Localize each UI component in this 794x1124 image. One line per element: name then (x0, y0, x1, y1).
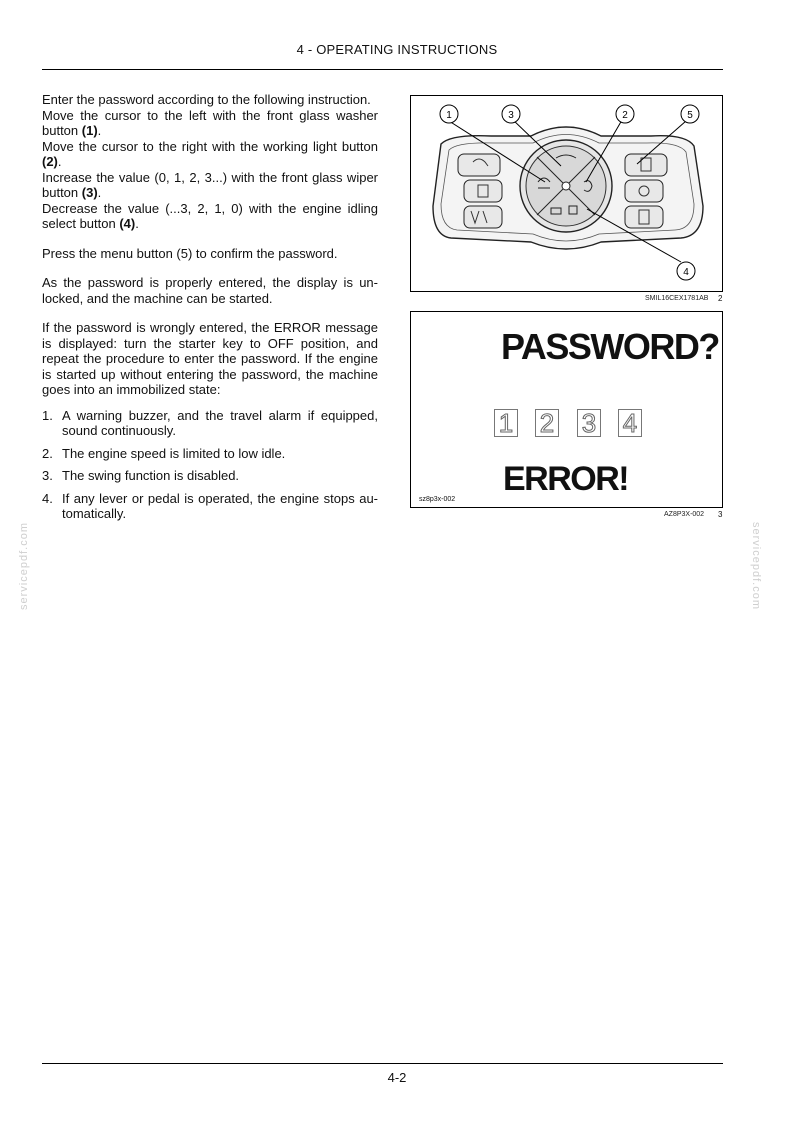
digit-3: 3 (577, 409, 601, 437)
callout-5: 5 (687, 110, 693, 121)
page-header: 4 - OPERATING INSTRUCTIONS (296, 42, 498, 57)
figure-2-caption: SMIL16CEX1781AB (645, 295, 709, 302)
unlocked-paragraph: As the password is properly entered, the display is un-locked, and the machine can be started. (42, 275, 378, 306)
confirm-paragraph: Press the menu button (5) to confirm the password. (42, 245, 338, 261)
digit-1: 1 (494, 409, 518, 437)
list-item: 3. The swing function is disabled. (42, 468, 240, 483)
header-rule (42, 69, 723, 70)
figure-3-caption: AZ8P3X-002 (664, 511, 705, 518)
text-column (42, 92, 378, 529)
list-item: 2. The engine speed is limited to low idle. (42, 445, 286, 461)
error-paragraph: If the password is wrongly entered, the ERROR message is displayed: turn the starter key to OFF position, and repeat the procedure to enter the password. If the engine is started up without entering the password, the machine goes into an immobilized state: (42, 320, 378, 397)
list-item: 1. A warning buzzer, and the travel alarm if equipped, sound continuously. (42, 407, 378, 438)
intro-paragraph: Enter the password according to the following instruction. Move the cursor to the left with the front glass washer button (1). Move the cursor to the right with the working light button (2). Increase the value (0, 1, 2, 3...) with the front glass wiper button (3). Decrease the value (...3, 2, 1, 0) with the engine idling select button (4). (42, 92, 378, 231)
callout-1: 1 (446, 110, 452, 121)
watermark-left: servicepdf.com (17, 522, 30, 610)
error-message: ERROR! (503, 460, 629, 498)
immobilizer-list (42, 408, 378, 522)
screen-label: sz8p3x-002 (419, 496, 456, 503)
digit-4: 4 (618, 409, 642, 437)
footer-rule (42, 1063, 723, 1064)
figure-2-number: 2 (718, 294, 723, 303)
control-panel-figure (410, 95, 723, 292)
callout-2: 2 (622, 110, 628, 121)
callout-4: 4 (683, 267, 689, 278)
password-screen-figure (410, 311, 723, 508)
figure-3-number: 3 (718, 510, 723, 519)
password-title: PASSWORD? (501, 326, 719, 367)
watermark-right: servicepdf.com (749, 522, 762, 610)
control-panel-illustration (411, 96, 722, 291)
page-number: 4-2 (387, 1070, 407, 1085)
callout-3: 3 (508, 110, 514, 121)
digit-2: 2 (535, 409, 559, 437)
list-item: 4. If any lever or pedal is operated, the engine stops au-tomatically. (42, 490, 378, 521)
